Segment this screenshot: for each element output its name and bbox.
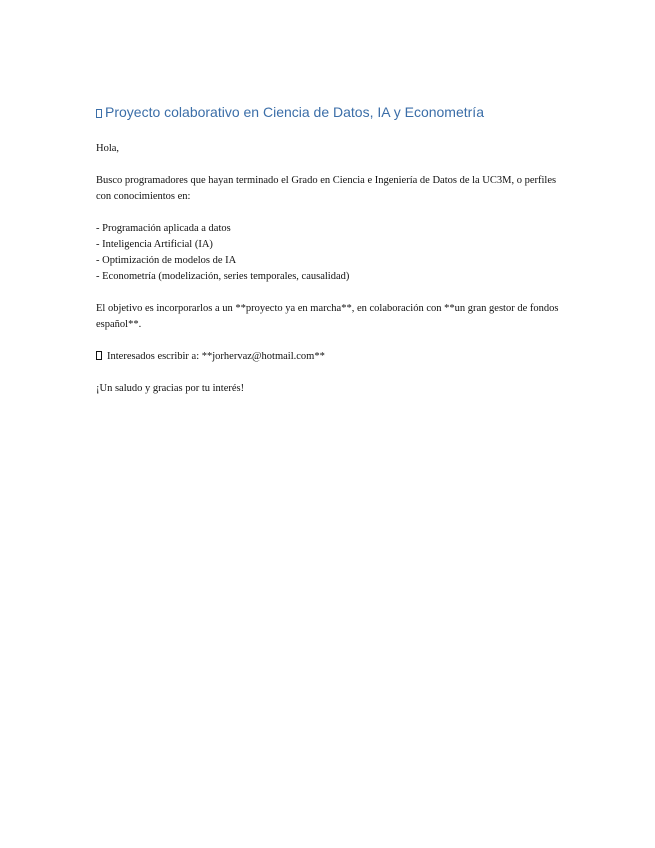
document-title [96,102,566,122]
list-item: - Programación aplicada a datos [96,223,231,234]
missing-glyph-icon [96,351,102,360]
document-body [96,102,566,397]
objective-paragraph: El objetivo es incorporarlos a un **proyecto ya en marcha**, en colaboración con **un gran gestor de fondos español**. [96,303,559,330]
list-item: - Inteligencia Artificial (IA) [96,239,213,250]
closing-line: ¡Un saludo y gracias por tu interés! [96,383,245,394]
list-item: - Optimización de modelos de IA [96,255,237,266]
contact-line [96,349,566,365]
list-item: - Econometría (modelización, series temporales, causalidad) [96,271,350,282]
greeting: Hola, [96,143,120,154]
skills-list [96,221,566,285]
intro-paragraph: Busco programadores que hayan terminado el Grado en Ciencia e Ingeniería de Datos de la UC3M, o perfiles con conocimientos en: [96,175,557,202]
document-title-text: Proyecto colaborativo en Ciencia de Datos, IA y Econometría [105,104,484,120]
missing-glyph-icon [96,109,102,118]
contact-text: Interesados escribir a: **jorhervaz@hotmail.com** [107,351,325,362]
